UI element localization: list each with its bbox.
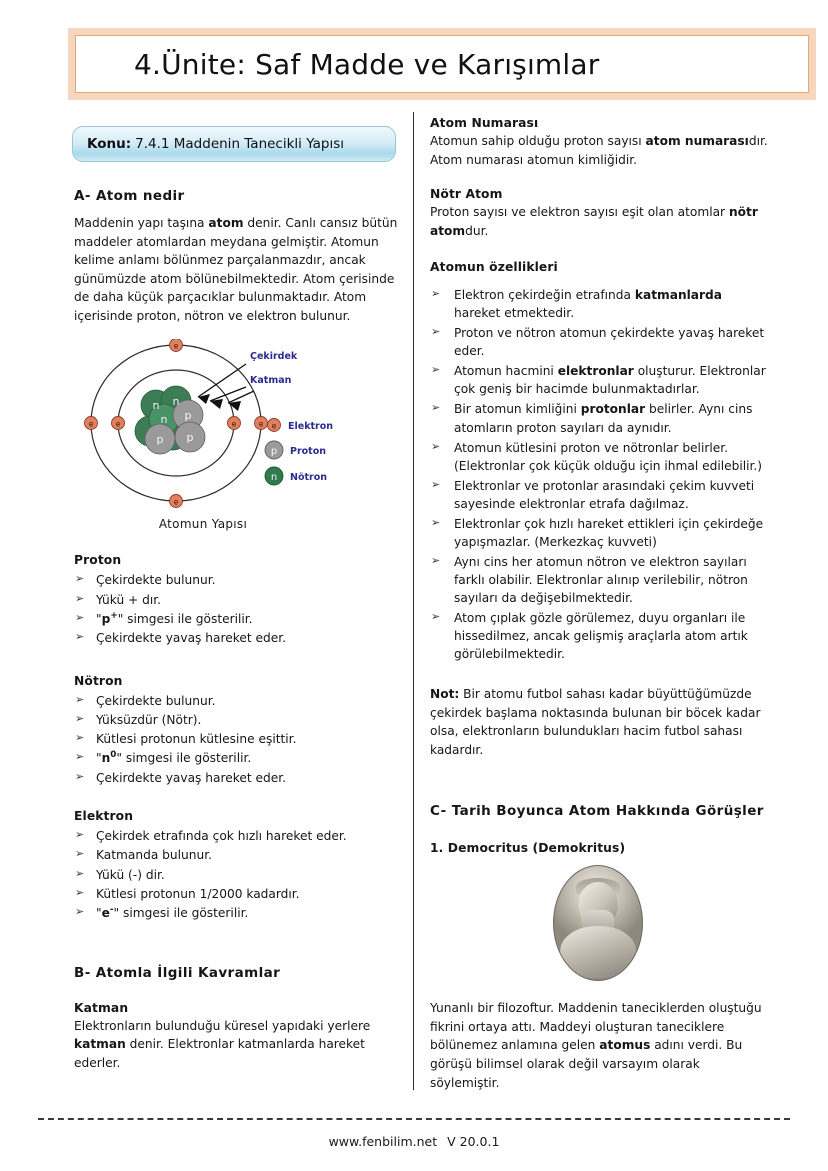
list-item: ➢ Katmanda bulunur. <box>72 846 402 864</box>
nucleus-cluster <box>135 386 205 454</box>
item-pre: Elektronlar ve protonlar arasındaki çekim kuvveti sayesinde elektronlar etrafa dağılmaz. <box>454 478 755 511</box>
page-title-box-inner <box>75 35 809 93</box>
item-pre: Atomun kütlesini proton ve nötronlar belirler. (Elektronlar çok küçük olduğu için ihmal edilebilir.) <box>454 440 763 473</box>
katman-part2: denir. Elektronlar katmanlarda hareket ederler. <box>74 1037 365 1070</box>
item-pre: Atom çıplak gözle görülemez, duyu organları ile hissedilmez, ancak gelişmiş araçlarla atom artık görülebilmektedir. <box>454 610 748 662</box>
notron-heading: Nötron <box>74 673 123 688</box>
legend-label-proton: Proton <box>290 446 327 458</box>
konu-banner <box>72 126 396 162</box>
democritus-portrait <box>553 865 643 981</box>
page-title: 4.Ünite: Saf Madde ve Karışımlar <box>134 47 600 81</box>
item-pre: Atomun hacmini <box>454 364 558 379</box>
atom-numarasi-part1: Atomun sahip olduğu proton sayısı <box>430 134 646 148</box>
item-bold: katmanlarda <box>634 288 722 303</box>
elektron-list <box>72 827 402 923</box>
svg-text:p: p <box>184 409 192 423</box>
list-item <box>428 477 768 513</box>
notr-atom-part1: Proton sayısı ve elektron sayısı eşit olan atomlar <box>430 205 729 220</box>
list-item: ➢ Yükü + dır. <box>72 591 402 609</box>
svg-text:e: e <box>231 419 237 429</box>
atom-numarasi-part2: dır. Atom numarası atomun kimliğidir. <box>430 134 768 167</box>
list-item: ➢ Çekirdekte bulunur. <box>72 692 402 710</box>
right-column <box>428 112 768 1092</box>
list-item: ➢ "e-" simgesi ile gösterilir. <box>72 904 402 922</box>
item-pre: Bir atomun kimliğini <box>454 402 581 417</box>
list-item: ➢ Çekirdek etrafında çok hızlı hareket eder. <box>72 827 402 845</box>
column-divider <box>413 112 414 1090</box>
section-b-heading: B- Atomla İlgili Kavramlar <box>74 964 281 981</box>
section-c-heading: C- Tarih Boyunca Atom Hakkında Görüşler <box>430 803 764 820</box>
elektron-heading: Elektron <box>74 809 134 824</box>
not-label: Not: <box>430 687 460 702</box>
atom-structure-diagram <box>78 339 378 517</box>
atom-intro-paragraph <box>74 214 402 325</box>
konu-value: 7.4.1 Maddenin Tanecikli Yapısı <box>135 136 344 152</box>
list-item: ➢ Yüksüzdür (Nötr). <box>72 711 402 729</box>
svg-text:e: e <box>271 421 277 431</box>
list-item <box>428 286 768 322</box>
svg-text:p: p <box>186 431 194 445</box>
diagram-label-katman: Katman <box>250 375 292 387</box>
democritus-paragraph <box>430 999 768 1092</box>
atom-intro-part2: denir. Canlı cansız bütün maddeler atomlardan meydana gelmiştir. Atomun kelime anlamı bölünmez parçalanmazdır, ancak günümüzde atom bölünebilmektedir. Atom çerisinde de daha küçük parçacıklar bulunmaktadır. Atom içerisinde proton, nötron ve elektron bulunur. <box>74 216 398 323</box>
katman-part1: Elektronların bulunduğu küresel yapıdaki yerlere <box>74 1018 371 1033</box>
katman-paragraph <box>74 1017 402 1073</box>
item-pre: Aynı cins her atomun nötron ve elektron sayıları farklı olabilir. Elektronlar alınıp verilebilir, nötron sayıları da değişebilmektedir. <box>454 554 748 605</box>
svg-text:n: n <box>152 399 160 413</box>
atomun-ozellikleri-list <box>428 286 768 663</box>
democritus-bold: atomus <box>599 1038 651 1053</box>
footer <box>0 1134 828 1149</box>
konu-label: Konu: <box>87 136 132 152</box>
katman-heading: Katman <box>74 1000 129 1015</box>
diagram-label-cekirdek: Çekirdek <box>250 351 298 363</box>
proton-heading: Proton <box>74 553 122 568</box>
list-item <box>428 553 768 607</box>
democritus-part1: Yunanlı bir filozoftur. Maddenin taneciklerden oluştuğu fikrini ortaya attı. Maddeyi oluşturan taneciklere bölünemez anlamına gelen <box>430 1001 762 1053</box>
diagram-callout-arrows <box>198 364 254 411</box>
list-item: ➢ Çekirdekte bulunur. <box>72 571 402 589</box>
footer-url[interactable]: www.fenbilim.net <box>328 1134 438 1149</box>
list-item: ➢ Kütlesi protonun kütlesine eşittir. <box>72 730 402 748</box>
page-title-box <box>68 28 816 100</box>
notr-atom-bold: nötr atom <box>430 205 758 238</box>
list-item <box>428 515 768 551</box>
svg-text:e: e <box>173 497 179 507</box>
proton-list <box>72 571 402 647</box>
svg-text:p: p <box>156 433 164 447</box>
list-item: ➢ Çekirdekte yavaş hareket eder. <box>72 769 402 787</box>
portrait-robe <box>560 926 636 978</box>
section-a-heading: A- Atom nedir <box>74 188 185 204</box>
item-post: belirler. Aynı cins atomların proton sayıları da aynıdır. <box>454 402 753 435</box>
atom-diagram-svg <box>78 339 378 517</box>
katman-bold: katman <box>74 1037 126 1052</box>
legend-label-elektron: Elektron <box>288 421 334 433</box>
list-item <box>428 439 768 475</box>
list-item: ➢ Yükü (-) dir. <box>72 866 402 884</box>
list-item <box>428 362 768 398</box>
svg-text:n: n <box>270 472 278 484</box>
svg-text:e: e <box>88 419 94 429</box>
list-item: ➢ "$n^0$" simgesi ile gösterilir. <box>72 749 402 767</box>
item-bold: protonlar <box>580 402 646 417</box>
atom-numarasi-bold: atom numarası <box>645 134 749 148</box>
svg-text:e: e <box>173 341 179 351</box>
list-item: ➢ Çekirdekte yavaş hareket eder. <box>72 629 402 647</box>
notron-list <box>72 692 402 788</box>
not-paragraph <box>430 685 768 759</box>
atom-intro-part1: Maddenin yapı taşına <box>74 216 209 230</box>
diagram-legend <box>265 419 333 486</box>
svg-text:e: e <box>115 419 121 429</box>
not-text: Bir atomu futbol sahası kadar büyüttüğümüzde çekirdek başlama noktasında bulunan bir böcek kadar olsa, elektronların bulundukları hacim futbol sahası kadardır. <box>430 687 761 757</box>
left-column <box>72 112 402 1072</box>
item-bold: elektronlar <box>557 364 634 379</box>
democritus-heading: 1. Democritus (Demokritus) <box>430 841 626 856</box>
atomun-ozellikleri-heading: Atomun özellikleri <box>430 260 558 275</box>
atom-numarasi-paragraph <box>430 132 768 169</box>
notr-atom-part2: dur. <box>465 223 489 238</box>
atom-intro-bold: atom <box>208 216 244 230</box>
list-item <box>428 324 768 360</box>
democritus-part2: adını verdi. Bu görüşü bilimsel olarak değil varsayım olarak söylemiştir. <box>430 1038 743 1090</box>
atom-numarasi-heading: Atom Numarası <box>430 116 539 130</box>
svg-text:e: e <box>258 419 264 429</box>
notr-atom-paragraph <box>430 203 768 240</box>
footer-version: V 20.0.1 <box>447 1134 500 1149</box>
item-post: oluşturur. Elektronlar çok geniş bir hacimde bulunmaktadırlar. <box>454 364 766 397</box>
item-pre: Elektronlar çok hızlı hareket ettikleri için çekirdeğe yapışmazlar. (Merkezkaç kuvveti) <box>454 516 764 549</box>
svg-text:p: p <box>270 446 278 458</box>
list-item: ➢ Kütlesi protonun 1/2000 kadardır. <box>72 885 402 903</box>
legend-label-notron: Nötron <box>290 472 327 484</box>
footer-divider <box>38 1118 790 1120</box>
item-post: hareket etmektedir. <box>454 306 575 321</box>
svg-text:n: n <box>160 413 168 427</box>
item-pre: Elektron çekirdeğin etrafında <box>454 288 635 303</box>
atom-diagram-caption: Atomun Yapısı <box>158 517 248 532</box>
svg-text:n: n <box>172 395 180 409</box>
list-item <box>428 609 768 663</box>
item-pre: Proton ve nötron atomun çekirdekte yavaş hareket eder. <box>454 326 765 359</box>
list-item <box>428 400 768 436</box>
list-item: ➢ "p+" simgesi ile gösterilir. <box>72 610 402 628</box>
notr-atom-heading: Nötr Atom <box>430 187 503 202</box>
